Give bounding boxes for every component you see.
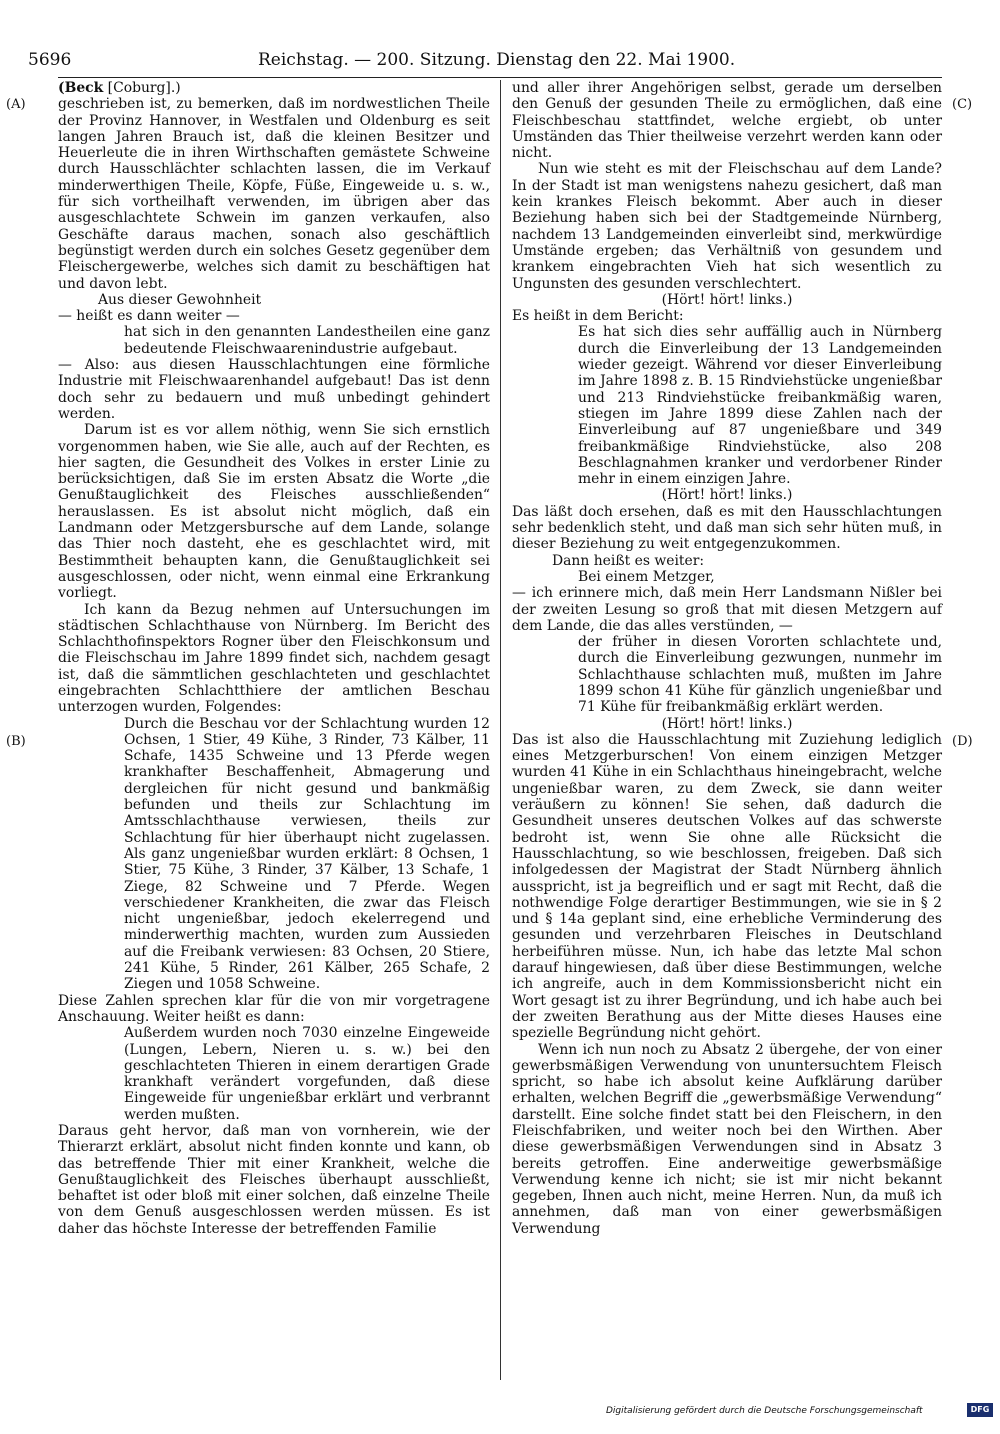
- margin-mark-d: (D): [952, 734, 973, 749]
- paragraph: Daraus geht hervor, daß man von vornherein, wie der Thierarzt erklärt, absolut nicht finden konnte und kann, ob das betreffende Thier mit einer Krankheit, welche die Genußtauglichkeit des Fleisches überhaupt ausschließt, behaftet ist oder bloß mit einer solchen, daß einzelne Theile von dem Genuß ausgeschlossen werden müssen. Es ist daher das höchste Interesse der betreffenden Familie: [58, 1123, 490, 1237]
- quote-block: hat sich in den genannten Landestheilen eine ganz bedeutende Fleischwaarenindustrie aufgebaut.: [124, 324, 490, 357]
- quote-line: Dann heißt es weiter:: [552, 552, 705, 569]
- paragraph: geschrieben ist, zu bemerken, daß im nordwestlichen Theile der Provinz Hannover, in Westfalen und Oldenburg es seit langen Jahren Brauch ist, daß die kleinen Besitzer und Heuerleute die in ihren Wirthschaften gemästete Schweine durch Hausschlächter schlachten lassen, die im Verkauf minderwerthigen Theile, Köpfe, Füße, Eingeweide u. s. w., für sich vortheilhaft verwenden, im übrigen aber das ausgeschlachtete Schwein im ganzen verkaufen, also Geschäfte daraus machen, sonach also geschäftlich begünstigt werden durch ein solches Gesetz gegenüber dem Fleischergewerbe, welches sich damit zu beschäftigen hat und davon lebt.: [58, 96, 490, 292]
- paragraph: Es heißt in dem Bericht:: [512, 308, 684, 325]
- running-head: Reichstag. — 200. Sitzung. Dienstag den 22. Mai 1900.: [258, 50, 736, 70]
- paragraph: und aller ihrer Angehörigen selbst, gerade um derselben den Genuß der gesunden Theile zu ermöglichen, daß eine Fleischbeschau stattfindet, welche ergiebt, ob unter Umständen das Thier theilweise verzehrt werden kann oder nicht.: [512, 80, 942, 162]
- speaker-place: [Coburg].): [107, 80, 181, 96]
- page-number: 5696: [28, 50, 72, 70]
- header-rule: [58, 77, 942, 78]
- paragraph: Darum ist es vor allem nöthig, wenn Sie sich ernstlich vorgenommen haben, wie Sie alle, auch auf der Rechten, es hier sagten, die Gesundheit des Volkes in erster Linie zu berücksichtigen, daß Sie im ersten Absatz die Worte „die Genußtauglichkeit des Fleisches ausschließenden“ herauslassen. Es ist absolut nicht möglich, daß ein Landmann oder Metzgersbursche auf dem Lande, solange das Thier noch dasteht, ehe es geschlachtet wird, mit Bestimmtheit behaupten kann, die Genußtauglichkeit sei ausgeschlossen, oder nicht, wenn einmal eine Erkrankung vorliegt.: [58, 422, 490, 602]
- margin-mark-c: (C): [952, 97, 973, 112]
- paragraph: Wenn ich nun noch zu Absatz 2 übergehe, der von einer gewerbsmäßigen Verwendung von ununtersuchtem Fleisch spricht, so habe ich absolut keine Aufklärung darüber erhalten, welchen Begriff die „gewerbsmäßige Verwendung“ darstellt. Eine solche findet statt bei den Fleischern, in den Fleischfabriken, und weiter noch bei den Wirthen. Aber diese gewerbsmäßigen Verwendungen sind in Absatz 3 bereits getroffen. Eine anderweitige gewerbsmäßige Verwendung kenne ich nicht; sie ist mir nicht bekannt gegeben, Ihnen auch nicht, meine Herren. Nun, da muß ich annehmen, daß man von einer gewerbsmäßigen Verwendung: [512, 1041, 942, 1237]
- quote-line: Aus dieser Gewohnheit: [98, 291, 262, 308]
- paragraph: Nun wie steht es mit der Fleischschau auf dem Lande? In der Stadt ist man wenigstens nahezu gesichert, daß man kein krankes Fleisch bekommt. Aber auch in dieser Beziehung haben sich bei der Stadtgemeinde Nürnberg, nachdem 13 Landgemeinden einverleibt sind, merkwürdige Umstände ergeben; das Verhältniß von gesundem und krankem eingebrachten Vieh hat sich wesentlich zu Ungunsten des gesunden verschlechtert.: [512, 161, 942, 292]
- quote-block: Durch die Beschau vor der Schlachtung wurden 12 Ochsen, 1 Stier, 49 Kühe, 3 Rinder, 73 Kälber, 11 Schafe, 1435 Schweine und 13 Pferde wegen krankhafter Beschaffenheit, Abmagerung und dergleichen für nicht gesund und bankmäßig befunden und theils zur Schlachtung im Amtsschlachthause verwiesen, theils zur Schlachtung für hier überhaupt nicht zugelassen. Als ganz ungenießbar wurden erklärt: 8 Ochsen, 1 Stier, 75 Kühe, 3 Rinder, 37 Kälber, 13 Schafe, 1 Ziege, 82 Schweine und 7 Pferde. Wegen verschiedener Krankheiten, die zwar das Fleisch nicht ungenießbar, jedoch ekelerregend und minderwerthig machten, wurden zum Aussieden auf die Freibank verwiesen: 83 Ochsen, 20 Stiere, 241 Kühe, 5 Rinder, 261 Kälber, 265 Schafe, 2 Ziegen und 1058 Schweine.: [124, 715, 490, 993]
- column-separator: [500, 80, 501, 1380]
- interjection: (Hört! hört! links.): [661, 291, 793, 308]
- margin-mark-a: (A): [6, 97, 26, 112]
- quote-block: Es hat sich dies sehr auffällig auch in Nürnberg durch die Einverleibung der 13 Landgemeinden wieder gezeigt. Während vor dieser Einverleibung im Jahre 1898 z. B. 15 Rindviehstücke ungenießbar und 213 Rindviehstücke freibankmäßig waren, stiegen im Jahre 1899 diese Zahlen nach der Einverleibung auf 87 ungenießbare und 349 freibankmäßige Rindviehstücke, also 208 Beschlagnahmen kranker und verdorbener Rinder mehr in einem einzigen Jahre.: [578, 324, 942, 488]
- interjection: (Hört! hört! links.): [661, 487, 793, 504]
- paragraph: — ich erinnere mich, daß mein Herr Landsmann Nißler bei der zweiten Lesung so groß that mit diesen Metzgern auf dem Lande, die das alles verstünden, —: [512, 585, 942, 634]
- speaker-name: (Beck: [58, 80, 104, 96]
- paragraph: Ich kann da Bezug nehmen auf Untersuchungen im städtischen Schlachthause von Nürnberg. Im Bericht des Schlachthofinspektors Rogner über den Fleischkonsum und die Fleischschau im Jahre 1899 findet sich, nachdem gesagt ist, daß die sämmtlichen geschlachteten und geschlachtet eingebrachten Schlachtthiere der amtlichen Beschau unterzogen wurden, Folgendes:: [58, 601, 490, 716]
- quote-block: der früher in diesen Vororten schlachtete und, durch die Einverleibung gezwungen, nunmehr im Schlachthause schlachten muß, mußten im Jahre 1899 schon 41 Kühe für gänzlich ungenießbar und 71 Kühe für freibankmäßig erklärt werden.: [578, 634, 942, 716]
- quote-line: Bei einem Metzger,: [578, 568, 715, 585]
- margin-mark-b: (B): [6, 734, 26, 749]
- interjection: (Hört! hört! links.): [661, 715, 793, 732]
- left-column: [58, 80, 490, 1237]
- quote-block: Außerdem wurden noch 7030 einzelne Eingeweide (Lungen, Lebern, Nieren u. s. w.) bei den geschlachteten Thieren in einem derartigen Grade krankhaft verändert vorgefunden, daß diese Eingeweide für ungenießbar erklärt und verbrannt werden mußten.: [124, 1025, 490, 1123]
- page-header: [28, 50, 972, 76]
- dfg-logo: DFG: [967, 1403, 993, 1417]
- paragraph: — Also: aus diesen Hausschlachtungen eine förmliche Industrie mit Fleischwaarenhandel aufgebaut! Das ist denn doch sehr zu bedauern und muß unbedingt gehindert werden.: [58, 357, 490, 422]
- paragraph: Das läßt doch ersehen, daß es mit den Hausschlachtungen sehr bedenklich steht, und daß man sich sehr hüten muß, in dieser Beziehung zu weit entgegenzukommen.: [512, 503, 942, 553]
- paragraph: — heißt es dann weiter —: [58, 308, 240, 325]
- digitization-credit: Digitalisierung gefördert durch die Deutsche Forschungsgemeinschaft: [606, 1406, 923, 1416]
- paragraph: Diese Zahlen sprechen klar für die von mir vorgetragene Anschauung. Weiter heißt es dann:: [58, 992, 490, 1025]
- speaker-line: [58, 80, 490, 96]
- right-column: [512, 80, 942, 1237]
- paragraph: Das ist also die Hausschlachtung mit Zuziehung lediglich eines Metzgerburschen! Von einem einzigen Metzger wurden 41 Kühe in ein Schlachthaus hineingebracht, welche ungenießbar waren, zu dem Zweck, sie dann weiter veräußern zu können! Sie sehen, daß dadurch die Gesundheit unseres deutschen Volkes auf das schwerste bedroht ist, wenn Sie ohne alle Rücksicht die Hausschlachtung, so wie beschlossen, freigeben. Daß sich infolgedessen der Magistrat der Stadt Nürnberg ähnlich ausspricht, ist ja begreiflich und er sagt mit Recht, daß die nothwendige Folge derartiger Bestimmungen, wie sie in § 2 und § 14a geplant sind, eine erhebliche Verminderung des gesunden und verzehrbaren Fleisches in Deutschland herbeiführen müsse. Nun, ich habe das letzte Mal schon darauf hingewiesen, daß über diese Bestimmungen, welche ich angreife, auch in dem Kommissionsbericht nicht ein Wort gesagt ist zu ihrer Begründung, und ich habe auch bei der zweiten Berathung aus der Mitte dieses Hauses eine spezielle Begründung nicht gehört.: [512, 731, 942, 1042]
